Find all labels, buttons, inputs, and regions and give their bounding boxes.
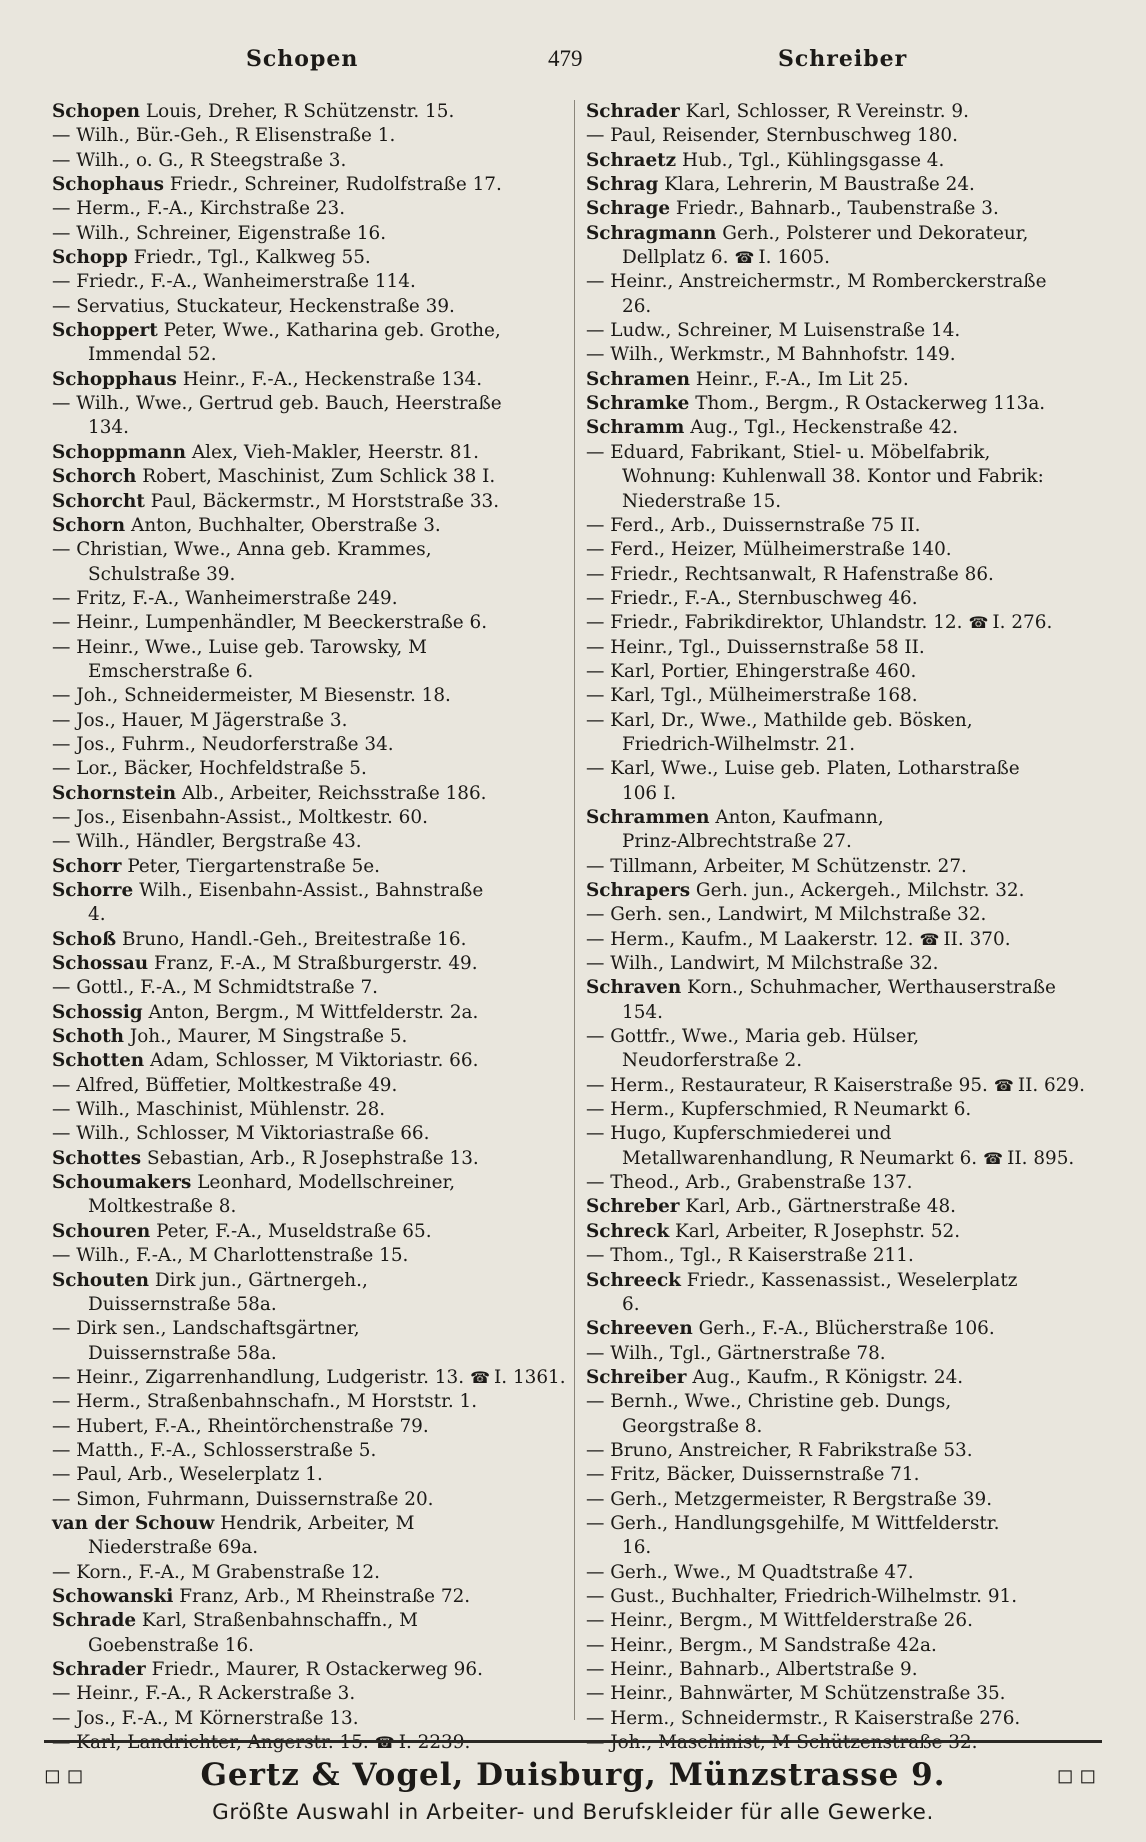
entry-details: — Alfred, Büffetier, Moltkestraße 49. (52, 1074, 398, 1096)
directory-entry (586, 611, 1096, 635)
entry-details: Klara, Lehrerin, M Baustraße 24. (664, 174, 975, 196)
directory-entry (586, 1220, 1096, 1244)
entry-details: — Heinr., Bergm., M Wittfelderstraße 26. (586, 1610, 973, 1632)
entry-details: — Heinr., Anstreichermstr., M Romberckerstraße 26. (586, 271, 1047, 317)
entry-details: — Gerh., Handlungsgehilfe, M Wittfelderstr. 16. (586, 1512, 1000, 1559)
directory-entry (52, 1244, 562, 1268)
directory-entry (52, 806, 562, 830)
directory-entry (52, 1025, 562, 1049)
telephone-icon: ☎ (919, 929, 940, 949)
entry-details: — Wilh., Schlosser, M Viktoriastraße 66. (52, 1123, 430, 1145)
telephone-number: I. 1605. (758, 247, 831, 269)
directory-entry (586, 757, 1096, 806)
directory-entry (586, 1122, 1096, 1171)
directory-entry (586, 709, 1096, 758)
directory-entry (586, 1171, 1096, 1195)
entry-surname: Schowanski (52, 1585, 174, 1607)
entry-details: Friedr., Schreiner, Rudolfstraße 17. (169, 174, 502, 196)
directory-entry (52, 1220, 562, 1244)
directory-entry (52, 173, 562, 197)
directory-entry (52, 392, 562, 441)
entry-details: — Jos., Eisenbahn-Assist., Moltkestr. 60. (52, 806, 428, 828)
directory-entry (586, 100, 1096, 124)
entry-surname: Schrage (586, 198, 671, 220)
directory-entry (52, 149, 562, 173)
entry-details: Gerh., Polsterer und Dekorateur, Dellplatz 6. (622, 222, 1029, 269)
entry-details: Dirk jun., Gärtnergeh., Duissernstraße 58a. (88, 1269, 368, 1315)
directory-entry (52, 757, 562, 781)
entry-details: Heinr., F.-A., Im Lit 25. (695, 368, 909, 390)
entry-surname: Schraven (586, 977, 682, 999)
directory-entry (586, 1682, 1096, 1706)
directory-entry (586, 563, 1096, 587)
entry-details: — Jos., F.-A., M Körnerstraße 13. (52, 1707, 359, 1729)
page-number: 479 (548, 46, 583, 71)
entry-details: — Matth., F.-A., Schlosserstraße 5. (52, 1439, 377, 1461)
entry-surname: Schorr (52, 855, 122, 877)
directory-entry (52, 1147, 562, 1171)
directory-entry (586, 952, 1096, 976)
entry-details: — Herm., Kupferschmied, R Neumarkt 6. (586, 1099, 972, 1121)
directory-entry (586, 587, 1096, 611)
entry-surname: Schossau (52, 953, 149, 975)
entry-details: — Fritz, Bäcker, Duissernstraße 71. (586, 1464, 920, 1486)
entry-surname: Schoß (52, 928, 117, 950)
entry-details: — Friedr., F.-A., Wanheimerstraße 114. (52, 271, 416, 293)
entry-details: Adam, Schlosser, M Viktoriastr. 66. (150, 1050, 479, 1072)
telephone-number: I. 1361. (494, 1366, 566, 1388)
entry-details: Joh., Maurer, M Singstraße 5. (129, 1026, 408, 1048)
ornament-boxes-right: ◻◻ (1056, 1763, 1102, 1787)
directory-entry (52, 1731, 562, 1755)
directory-entry (52, 782, 562, 806)
entry-details: — Lor., Bäcker, Hochfeldstraße 5. (52, 758, 367, 780)
entry-surname: Schossig (52, 1001, 143, 1023)
directory-entry (586, 149, 1096, 173)
entry-details: — Christian, Wwe., Anna geb. Krammes, Schulstraße 39. (52, 539, 432, 585)
telephone-icon: ☎ (983, 1148, 1004, 1168)
entry-details: Paul, Bäckermstr., M Horststraße 33. (150, 490, 500, 512)
entry-surname: Schottes (52, 1147, 142, 1169)
entry-details: — Korn., F.-A., M Grabenstraße 12. (52, 1561, 380, 1583)
entry-details: Korn., Schuhmacher, Werthauserstraße 154. (622, 977, 1056, 1023)
directory-entry (52, 709, 562, 733)
header-right-keyword: Schreiber (778, 46, 908, 72)
directory-entry (586, 636, 1096, 660)
column-divider (574, 100, 575, 1720)
directory-entry (586, 1269, 1096, 1318)
telephone-number: II. 370. (943, 928, 1011, 950)
entry-details: Friedr., Maurer, R Ostackerweg 96. (151, 1659, 483, 1680)
entry-details: Sebastian, Arb., R Josephstraße 13. (147, 1147, 479, 1169)
entry-details: — Gerh., Wwe., M Quadtstraße 47. (586, 1561, 914, 1583)
entry-details: — Wilh., Wwe., Gertrud geb. Bauch, Heerstraße 134. (52, 393, 502, 439)
entry-details: — Fritz, F.-A., Wanheimerstraße 249. (52, 587, 398, 609)
directory-entry (586, 368, 1096, 392)
directory-entry (586, 270, 1096, 319)
entry-details: — Wilh., Bür.-Geh., R Elisenstraße 1. (52, 125, 396, 147)
entry-details: Friedr., Kassenassist., Weselerplatz 6. (622, 1269, 1018, 1315)
entry-details: Hub., Tgl., Kühlingsgasse 4. (681, 149, 945, 171)
directory-entry (52, 976, 562, 1000)
entry-surname: Schoppmann (52, 441, 186, 463)
entry-details: — Friedr., Fabrikdirektor, Uhlandstr. 12. (586, 612, 963, 634)
directory-entry (52, 124, 562, 148)
directory-entry (586, 928, 1096, 952)
directory-entry (52, 1366, 566, 1390)
entry-surname: Schraetz (586, 149, 677, 171)
directory-entry (52, 538, 562, 587)
directory-entry (52, 611, 562, 635)
directory-entry (52, 222, 562, 246)
entry-details: — Gerh. sen., Landwirt, M Milchstraße 32. (586, 904, 987, 926)
directory-entry (52, 1512, 562, 1561)
entry-surname: Schramen (586, 368, 690, 390)
directory-entry (586, 1585, 1096, 1609)
directory-entry (586, 1731, 1096, 1755)
directory-entry (52, 1609, 562, 1658)
directory-entry (52, 636, 562, 685)
entry-details: — Eduard, Fabrikant, Stiel- u. Möbelfabrik, Wohnung: Kuhlenwall 38. Kontor und Fabrik: Niederstraße 15. (586, 441, 1044, 512)
directory-entry (52, 587, 562, 611)
directory-entry (586, 660, 1096, 684)
directory-entry (586, 343, 1096, 367)
entry-surname: Schramke (586, 393, 690, 415)
entry-details: Karl, Arb., Gärtnerstraße 48. (685, 1196, 957, 1218)
directory-entry (52, 1390, 562, 1414)
directory-entry (586, 1342, 1096, 1366)
entry-details: — Gottfr., Wwe., Maria geb. Hülser, Neudorferstraße 2. (586, 1026, 920, 1072)
directory-entry (52, 1439, 562, 1463)
directory-entry (586, 806, 1096, 855)
directory-entry (586, 1488, 1096, 1512)
entry-surname: Schorch (52, 466, 137, 488)
entry-details: Peter, Tiergartenstraße 5e. (127, 855, 381, 877)
directory-entry (586, 1317, 1096, 1341)
directory-entry (52, 490, 562, 514)
entry-details: Aug., Kaufm., R Königstr. 24. (692, 1366, 964, 1388)
right-column (586, 100, 1096, 1729)
directory-entry (52, 1049, 562, 1073)
telephone-icon: ☎ (968, 613, 989, 633)
telephone-icon: ☎ (734, 248, 755, 268)
entry-details: — Heinr., Bahnwärter, M Schützenstraße 35. (586, 1683, 1006, 1705)
entry-surname: van der Schouw (52, 1512, 215, 1534)
entry-details: — Heinr., Bergm., M Sandstraße 42a. (586, 1634, 937, 1656)
directory-entry (52, 1561, 562, 1585)
entry-surname: Schreeck (586, 1269, 681, 1291)
entry-details: — Wilh., Händler, Bergstraße 43. (52, 831, 362, 853)
entry-details: Bruno, Handl.-Geh., Breitestraße 16. (121, 928, 467, 950)
directory-entry (586, 197, 1096, 221)
directory-entry (586, 1366, 1096, 1390)
entry-details: — Friedr., F.-A., Sternbuschweg 46. (586, 587, 918, 609)
entry-details: — Joh., Schneidermeister, M Biesenstr. 18. (52, 685, 451, 707)
directory-entry (52, 684, 562, 708)
directory-entry (586, 1390, 1096, 1439)
directory-entry (52, 197, 562, 221)
directory-entry (52, 952, 562, 976)
entry-details: Hendrik, Arbeiter, M Niederstraße 69a. (88, 1512, 415, 1559)
entry-details: — Karl, Portier, Ehingerstraße 460. (586, 660, 917, 682)
directory-entry (586, 1195, 1096, 1219)
ornament-boxes-left: ◻◻ (44, 1763, 90, 1787)
entry-details: — Heinr., Tgl., Duissernstraße 58 II. (586, 636, 925, 658)
header-left-keyword: Schopen (246, 46, 359, 72)
telephone-number: II. 895. (1007, 1147, 1075, 1169)
directory-entry (586, 1609, 1096, 1633)
entry-details: — Simon, Fuhrmann, Duissernstraße 20. (52, 1488, 434, 1510)
entry-details: — Ludw., Schreiner, M Luisenstraße 14. (586, 320, 961, 342)
directory-entry (52, 1317, 562, 1366)
directory-entry (52, 830, 562, 854)
entry-details: — Wilh., o. G., R Steegstraße 3. (52, 149, 347, 171)
entry-details: Friedr., Bahnarb., Taubenstraße 3. (675, 198, 999, 220)
entry-surname: Schreber (586, 1196, 680, 1218)
directory-entry (52, 246, 562, 270)
entry-details: — Servatius, Stuckateur, Heckenstraße 39. (52, 295, 455, 317)
entry-details: — Friedr., Rechtsanwalt, R Hafenstraße 86. (586, 563, 994, 585)
entry-details: Peter, Wwe., Katharina geb. Grothe, Immendal 52. (88, 320, 501, 366)
entry-surname: Schophaus (52, 174, 164, 196)
entry-details: — Gust., Buchhalter, Friedrich-Wilhelmstr. 91. (586, 1585, 1018, 1607)
directory-entry (586, 1244, 1096, 1268)
directory-entry (586, 1634, 1096, 1658)
directory-entry (586, 222, 1096, 271)
directory-entry (586, 1463, 1096, 1487)
directory-entry (586, 1707, 1096, 1731)
directory-entry (586, 976, 1096, 1025)
directory-entry (586, 1561, 1096, 1585)
directory-entry (52, 1682, 562, 1706)
entry-details: — Jos., Hauer, M Jägerstraße 3. (52, 709, 348, 731)
entry-surname: Schouren (52, 1220, 151, 1242)
directory-entry (586, 124, 1096, 148)
entry-surname: Schoth (52, 1026, 124, 1048)
entry-details: Alb., Arbeiter, Reichsstraße 186. (181, 782, 487, 804)
entry-surname: Schreeven (586, 1318, 693, 1340)
entry-details: — Wilh., F.-A., M Charlottenstraße 15. (52, 1245, 409, 1267)
entry-details: Louis, Dreher, R Schützenstr. 15. (145, 101, 455, 122)
entry-details: — Thom., Tgl., R Kaiserstraße 211. (586, 1245, 914, 1267)
entry-surname: Schrag (586, 174, 659, 196)
entry-surname: Schoumakers (52, 1172, 192, 1194)
entry-details: — Herm., Kaufm., M Laakerstr. 12. (586, 928, 914, 950)
entry-details: Franz, F.-A., M Straßburgerstr. 49. (153, 953, 478, 975)
entry-surname: Schopphaus (52, 368, 177, 390)
directory-entry (52, 368, 562, 392)
telephone-icon: ☎ (993, 1075, 1014, 1095)
directory-entry (52, 733, 562, 757)
entry-details: Wilh., Eisenbahn-Assist., Bahnstraße 4. (88, 880, 484, 926)
directory-entry (586, 1074, 1096, 1098)
entry-details: — Jos., Fuhrm., Neudorferstraße 34. (52, 733, 394, 755)
advertisement-tagline: Größte Auswahl in Arbeiter- und Berufskleider für alle Gewerke. (212, 1800, 934, 1825)
entry-details: — Heinr., Lumpenhändler, M Beeckerstraße 6. (52, 612, 488, 634)
left-column (52, 100, 566, 1729)
telephone-number: II. 629. (1017, 1074, 1085, 1096)
entry-details: — Heinr., F.-A., R Ackerstraße 3. (52, 1683, 356, 1705)
directory-entry (52, 1488, 562, 1512)
directory-entry (52, 1171, 562, 1220)
entry-details: Aug., Tgl., Heckenstraße 42. (690, 417, 959, 439)
directory-entry (586, 441, 1096, 514)
entry-surname: Schramm (586, 417, 685, 439)
entry-details: Gerh., F.-A., Blücherstraße 106. (698, 1318, 995, 1340)
directory-entry (52, 100, 562, 124)
entry-surname: Schotten (52, 1050, 145, 1072)
advertisement-rule (44, 1740, 1102, 1743)
entry-details: Heinr., F.-A., Heckenstraße 134. (182, 368, 483, 390)
entry-details: — Herm., F.-A., Kirchstraße 23. (52, 198, 346, 220)
directory-entry (586, 855, 1096, 879)
directory-entry (52, 319, 562, 368)
entry-surname: Schragmann (586, 222, 717, 244)
entry-surname: Schopp (52, 247, 128, 269)
entry-details: Karl, Straßenbahnschaffn., M Goebenstraße 16. (88, 1610, 418, 1656)
directory-entry (52, 441, 562, 465)
entry-surname: Schreck (586, 1220, 670, 1242)
running-head (0, 46, 1146, 80)
directory-entry (52, 270, 562, 294)
entry-details: — Ferd., Heizer, Mülheimerstraße 140. (586, 539, 952, 561)
directory-entry (52, 1415, 562, 1439)
entry-details: — Gerh., Metzgermeister, R Bergstraße 39. (586, 1488, 993, 1510)
entry-details: — Bernh., Wwe., Christine geb. Dungs, Georgstraße 8. (586, 1391, 952, 1437)
entry-details: — Karl, Tgl., Mülheimerstraße 168. (586, 685, 918, 707)
entry-details: — Karl, Dr., Wwe., Mathilde geb. Bösken, Friedrich-Wilhelmstr. 21. (586, 709, 973, 755)
directory-entry (52, 1707, 562, 1731)
entry-details: — Theod., Arb., Grabenstraße 137. (586, 1172, 913, 1194)
entry-details: Franz, Arb., M Rheinstraße 72. (179, 1585, 471, 1607)
directory-entry (586, 1025, 1096, 1074)
entry-surname: Schopen (52, 101, 141, 122)
entry-surname: Schorre (52, 880, 134, 901)
directory-entry (586, 1098, 1096, 1122)
directory-entry (586, 1658, 1096, 1682)
entry-details: Peter, F.-A., Museldstraße 65. (156, 1220, 432, 1242)
entry-details: — Ferd., Arb., Duissernstraße 75 II. (586, 514, 921, 536)
entry-details: — Heinr., Zigarrenhandlung, Ludgeristr. 13. (52, 1366, 465, 1388)
entry-details: — Heinr., Wwe., Luise geb. Tarowsky, M Emscherstraße 6. (52, 636, 427, 682)
directory-entry (586, 173, 1096, 197)
directory-entry (52, 879, 562, 928)
entry-details: Gerh. jun., Ackergeh., Milchstr. 32. (695, 880, 1025, 901)
advertisement-title: Gertz & Vogel, Duisburg, Münzstrasse 9. (200, 1757, 946, 1793)
entry-details: Thom., Bergm., R Ostackerweg 113a. (695, 393, 1046, 415)
entry-details: — Paul, Reisender, Sternbuschweg 180. (586, 125, 958, 147)
directory-entry (586, 514, 1096, 538)
directory-entry (586, 392, 1096, 416)
entry-surname: Schorn (52, 514, 126, 536)
directory-entry (586, 538, 1096, 562)
directory-entry (586, 1512, 1096, 1561)
entry-details: — Wilh., Schreiner, Eigenstraße 16. (52, 222, 387, 244)
directory-entry (52, 295, 562, 319)
entry-surname: Schrade (52, 1610, 137, 1632)
entry-surname: Schouten (52, 1269, 150, 1291)
entry-details: Leonhard, Modellschreiner, Moltkestraße 8. (88, 1172, 456, 1218)
entry-details: Anton, Buchhalter, Oberstraße 3. (131, 514, 441, 536)
directory-entry (52, 855, 562, 879)
entry-details: — Wilh., Tgl., Gärtnerstraße 78. (586, 1342, 886, 1364)
directory-entry (586, 416, 1096, 440)
directory-entry (52, 1122, 562, 1146)
directory-entry (52, 1463, 562, 1487)
directory-entry (52, 1269, 562, 1318)
entry-details: — Gottl., F.-A., M Schmidtstraße 7. (52, 977, 379, 999)
entry-details: — Wilh., Maschinist, Mühlenstr. 28. (52, 1099, 386, 1121)
advertisement-banner (44, 1755, 1102, 1795)
directory-entry (52, 465, 562, 489)
entry-surname: Schrapers (586, 880, 691, 901)
entry-surname: Schoppert (52, 320, 158, 342)
entry-details: — Herm., Restaurateur, R Kaiserstraße 95. (586, 1074, 988, 1096)
entry-details: — Bruno, Anstreicher, R Fabrikstraße 53. (586, 1439, 973, 1461)
directory-entry (52, 1098, 562, 1122)
entry-details: Karl, Schlosser, R Vereinstr. 9. (685, 101, 969, 122)
entry-details: — Tillmann, Arbeiter, M Schützenstr. 27. (586, 855, 967, 877)
entry-details: Friedr., Tgl., Kalkweg 55. (133, 247, 371, 269)
telephone-icon: ☎ (470, 1367, 490, 1387)
entry-details: Anton, Kaufmann, Prinz-Albrechtstraße 27. (622, 806, 884, 853)
directory-entry (586, 879, 1096, 903)
directory-entry (52, 514, 562, 538)
entry-details: — Herm., Straßenbahnschafn., M Horststr. 1. (52, 1391, 478, 1413)
entry-details: — Paul, Arb., Weselerplatz 1. (52, 1464, 323, 1486)
entry-details: Robert, Maschinist, Zum Schlick 38 I. (142, 466, 496, 488)
entry-surname: Schorcht (52, 490, 145, 512)
entry-details: — Dirk sen., Landschaftsgärtner, Duissernstraße 58a. (52, 1318, 360, 1364)
entry-details: — Wilh., Werkmstr., M Bahnhofstr. 149. (586, 344, 956, 366)
entry-details: Anton, Bergm., M Wittfelderstr. 2a. (148, 1001, 479, 1023)
telephone-number: I. 276. (992, 612, 1053, 634)
directory-entry (52, 1074, 562, 1098)
directory-entry (586, 903, 1096, 927)
entry-details: — Wilh., Landwirt, M Milchstraße 32. (586, 953, 939, 975)
entry-details: — Herm., Schneidermstr., R Kaiserstraße 276. (586, 1707, 1021, 1729)
entry-surname: Schreiber (586, 1366, 687, 1388)
entry-surname: Schrader (586, 101, 680, 122)
directory-entry (586, 684, 1096, 708)
directory-entry (586, 1439, 1096, 1463)
entry-details: — Hubert, F.-A., Rheintörchenstraße 79. (52, 1415, 429, 1437)
entry-details: — Karl, Wwe., Luise geb. Platen, Lotharstraße 106 I. (586, 758, 1020, 804)
directory-entry (52, 928, 562, 952)
directory-entry (52, 1001, 562, 1025)
directory-entry (52, 1658, 562, 1682)
entry-details: Karl, Arbeiter, R Josephstr. 52. (675, 1220, 961, 1242)
entry-surname: Schrader (52, 1659, 146, 1680)
entry-details: — Hugo, Kupferschmiederei und Metallwarenhandlung, R Neumarkt 6. (586, 1123, 978, 1169)
entry-surname: Schornstein (52, 782, 177, 804)
directory-entry (52, 1585, 562, 1609)
entry-details: Alex, Vieh-Makler, Heerstr. 81. (191, 441, 480, 463)
entry-surname: Schrammen (586, 806, 710, 828)
entry-details: — Heinr., Bahnarb., Albertstraße 9. (586, 1659, 918, 1680)
directory-entry (586, 319, 1096, 343)
